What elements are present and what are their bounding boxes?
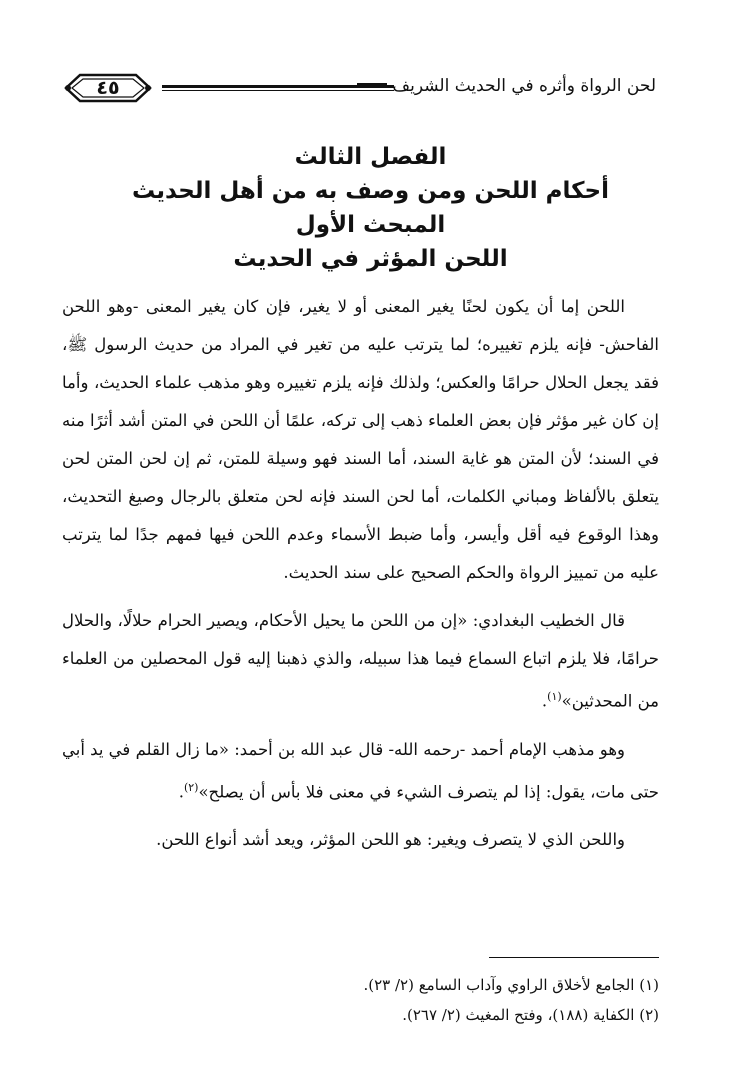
footnote-ref[interactable]: (٢) bbox=[183, 780, 199, 794]
chapter-title: أحكام اللحن ومن وصف به من أهل الحديث bbox=[132, 178, 609, 204]
footnote: (١) الجامع لأخلاق الراوي وآداب السامع (٢/ ٢٣). bbox=[363, 976, 659, 994]
title-dash bbox=[357, 83, 387, 91]
running-title-text: لحن الرواة وأثره في الحديث الشريف bbox=[392, 76, 656, 96]
paragraph: قال الخطيب البغدادي: «إن من اللحن ما يحيل الأحكام، ويصير الحرام حلالًا، والحلال حرامًا، فلا يلزم اتباع السماع فيما هذا سبيله، والذي ذهبنا إليه قول المحصلين من العلماء من المحدثين»$^{(١)}$. bbox=[62, 611, 659, 711]
footnote-separator bbox=[489, 957, 659, 958]
footnotes bbox=[62, 970, 659, 1030]
paragraph: واللحن الذي لا يتصرف ويغير: هو اللحن المؤثر، ويعد أشد أنواع اللحن. bbox=[156, 830, 625, 849]
chapter-headings bbox=[60, 140, 681, 276]
paragraph: وهو مذهب الإمام أحمد -رحمه الله- قال عبد الله بن أحمد: «ما زال القلم في يد أبي حتى مات، يقول: إذا لم يتصرف الشيء في معنى فلا بأس أن يصلح»$^{(٢)}$. bbox=[62, 739, 659, 801]
paragraph: اللحن إما أن يكون لحنًا يغير المعنى أو لا يغير، فإن كان يغير المعنى -وهو اللحن الفاحش- فإنه يلزم تغييره؛ لما يترتب عليه من تغير في المراد من حديث الرسول ﷺ، فقد يجعل الحلال حرامًا والعكس؛ ولذلك فإنه يلزم تغييره وهو مذهب علماء الحديث، وأما إن كان غير مؤثر فإن بعض العلماء ذهب إلى تركه، علمًا أن اللحن في المتن أشد أثرًا منه في السند؛ لأن المتن هو غاية السند، أما السند فهو وسيلة للمتن، ثم إن لحن المتن لحن يتعلق بالألفاظ ومباني الكلمات، أما لحن السند فإنه لحن متعلق بالرجال وصيغ التحديث، وهذا الوقوع فيه أقل وأيسر، وأما ضبط الأسماء وعدم اللحن فيها فمهم جدًا لما يترتب عليه من تمييز الرواة والحكم الصحيح على سند الحديث. bbox=[62, 297, 659, 582]
book-title bbox=[349, 76, 656, 96]
page-number-badge bbox=[62, 72, 154, 104]
footnote: (٢) الكفاية (١٨٨)، وفتح المغيث (٢/ ٢٦٧). bbox=[402, 1006, 659, 1024]
footnote-ref[interactable]: (١) bbox=[547, 690, 562, 703]
section-label: المبحث الأول bbox=[295, 212, 446, 238]
running-head bbox=[62, 72, 656, 106]
section-title: اللحن المؤثر في الحديث bbox=[233, 246, 508, 272]
page-number: ٤٥ bbox=[96, 77, 120, 99]
body-text bbox=[62, 288, 659, 869]
chapter-label: الفصل الثالث bbox=[294, 144, 447, 170]
